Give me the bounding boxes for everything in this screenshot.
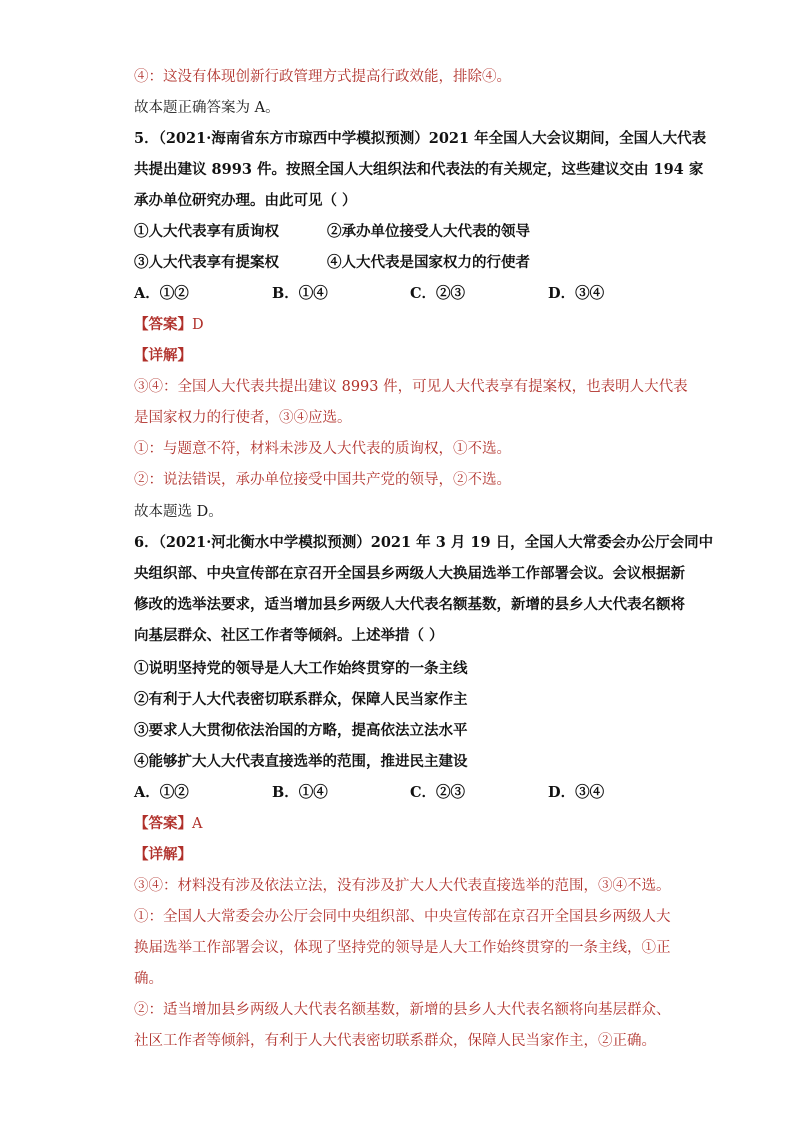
- prev-explanation-line: ④：这没有体现创新行政管理方式提高行政效能，排除④。: [134, 69, 511, 85]
- q6-answer-label: 【答案】: [134, 815, 192, 832]
- q5-option-c: C．②③: [410, 285, 466, 302]
- q5-stem-line-3: 承办单位研究办理。由此可见（ ）: [134, 192, 357, 209]
- q5-answer-label: 【答案】: [134, 316, 192, 333]
- q6-answer-value: A: [192, 816, 203, 832]
- q6-option-d: D．③④: [548, 784, 605, 801]
- q6-option-a: A．①②: [134, 784, 189, 801]
- prev-conclusion-line: 故本题正确答案为 A。: [134, 100, 280, 116]
- q6-option-b: B．①④: [272, 784, 328, 801]
- q6-statement-2: ②有利于人大代表密切联系群众，保障人民当家作主: [134, 691, 468, 708]
- q6-stem-line-2: 央组织部、中央宣传部在京召开全国县乡两级人大换届选举工作部署会议。会议根据新: [134, 565, 685, 582]
- q6-explanation-line-5: ②：适当增加县乡两级人大代表名额基数，新增的县乡人大代表名额将向基层群众、: [134, 1002, 671, 1018]
- q6-stem-line-1: 6．（2021·河北衡水中学模拟预测）2021 年 3 月 19 日，全国人大常委会办公厅会同中: [134, 534, 714, 551]
- q6-option-c: C．②③: [410, 784, 466, 801]
- q5-answer-value: D: [192, 317, 204, 333]
- q5-option-d: D．③④: [548, 285, 605, 302]
- q5-explanation-line-2: 是国家权力的行使者，③④应选。: [134, 410, 352, 426]
- q5-answer-line: [134, 315, 204, 335]
- q5-conclusion-line: 故本题选 D。: [134, 504, 223, 520]
- q6-answer-line: [134, 814, 202, 834]
- q6-explanation-line-3: 换届选举工作部署会议，体现了坚持党的领导是人大工作始终贯穿的一条主线，①正: [134, 940, 671, 956]
- q5-option-a: A．①②: [134, 285, 189, 302]
- q6-detail-label: 【详解】: [134, 846, 192, 863]
- q6-explanation-line-1: ③④：材料没有涉及依法立法，没有涉及扩大人大代表直接选举的范围，③④不选。: [134, 878, 671, 894]
- q5-explanation-line-1: ③④：全国人大代表共提出建议 8993 件，可见人大代表享有提案权，也表明人大代表: [134, 379, 688, 395]
- q6-statement-4: ④能够扩大人大代表直接选举的范围，推进民主建设: [134, 753, 468, 770]
- q6-explanation-line-4: 确。: [134, 971, 163, 987]
- q5-stem-line-1: 5．（2021·海南省东方市琼西中学模拟预测）2021 年全国人大会议期间，全国人大代表: [134, 130, 707, 147]
- q5-detail-label: 【详解】: [134, 347, 192, 364]
- q6-explanation-line-6: 社区工作者等倾斜，有利于人大代表密切联系群众，保障人民当家作主，②正确。: [134, 1033, 656, 1049]
- q5-statement-3: ③人大代表享有提案权: [134, 254, 279, 271]
- q6-statement-3: ③要求人大贯彻依法治国的方略，提高依法立法水平: [134, 722, 468, 739]
- q6-explanation-line-2: ①：全国人大常委会办公厅会同中央组织部、中央宣传部在京召开全国县乡两级人大: [134, 909, 671, 925]
- q6-stem-line-3: 修改的选举法要求，适当增加县乡两级人大代表名额基数，新增的县乡人大代表名额将: [134, 596, 685, 613]
- q5-explanation-line-3: ①：与题意不符，材料未涉及人大代表的质询权，①不选。: [134, 441, 511, 457]
- q5-statement-2: ②承办单位接受人大代表的领导: [327, 223, 530, 240]
- q5-statement-1: ①人大代表享有质询权: [134, 223, 279, 240]
- q5-option-b: B．①④: [272, 285, 328, 302]
- q5-statement-4: ④人大代表是国家权力的行使者: [327, 254, 530, 271]
- q6-stem-line-4: 向基层群众、社区工作者等倾斜。上述举措（ ）: [134, 627, 444, 644]
- q5-stem-line-2: 共提出建议 8993 件。按照全国人大组织法和代表法的有关规定，这些建议交由 194 家: [134, 161, 704, 178]
- q5-explanation-line-4: ②：说法错误，承办单位接受中国共产党的领导，②不选。: [134, 472, 511, 488]
- q6-statement-1: ①说明坚持党的领导是人大工作始终贯穿的一条主线: [134, 660, 468, 677]
